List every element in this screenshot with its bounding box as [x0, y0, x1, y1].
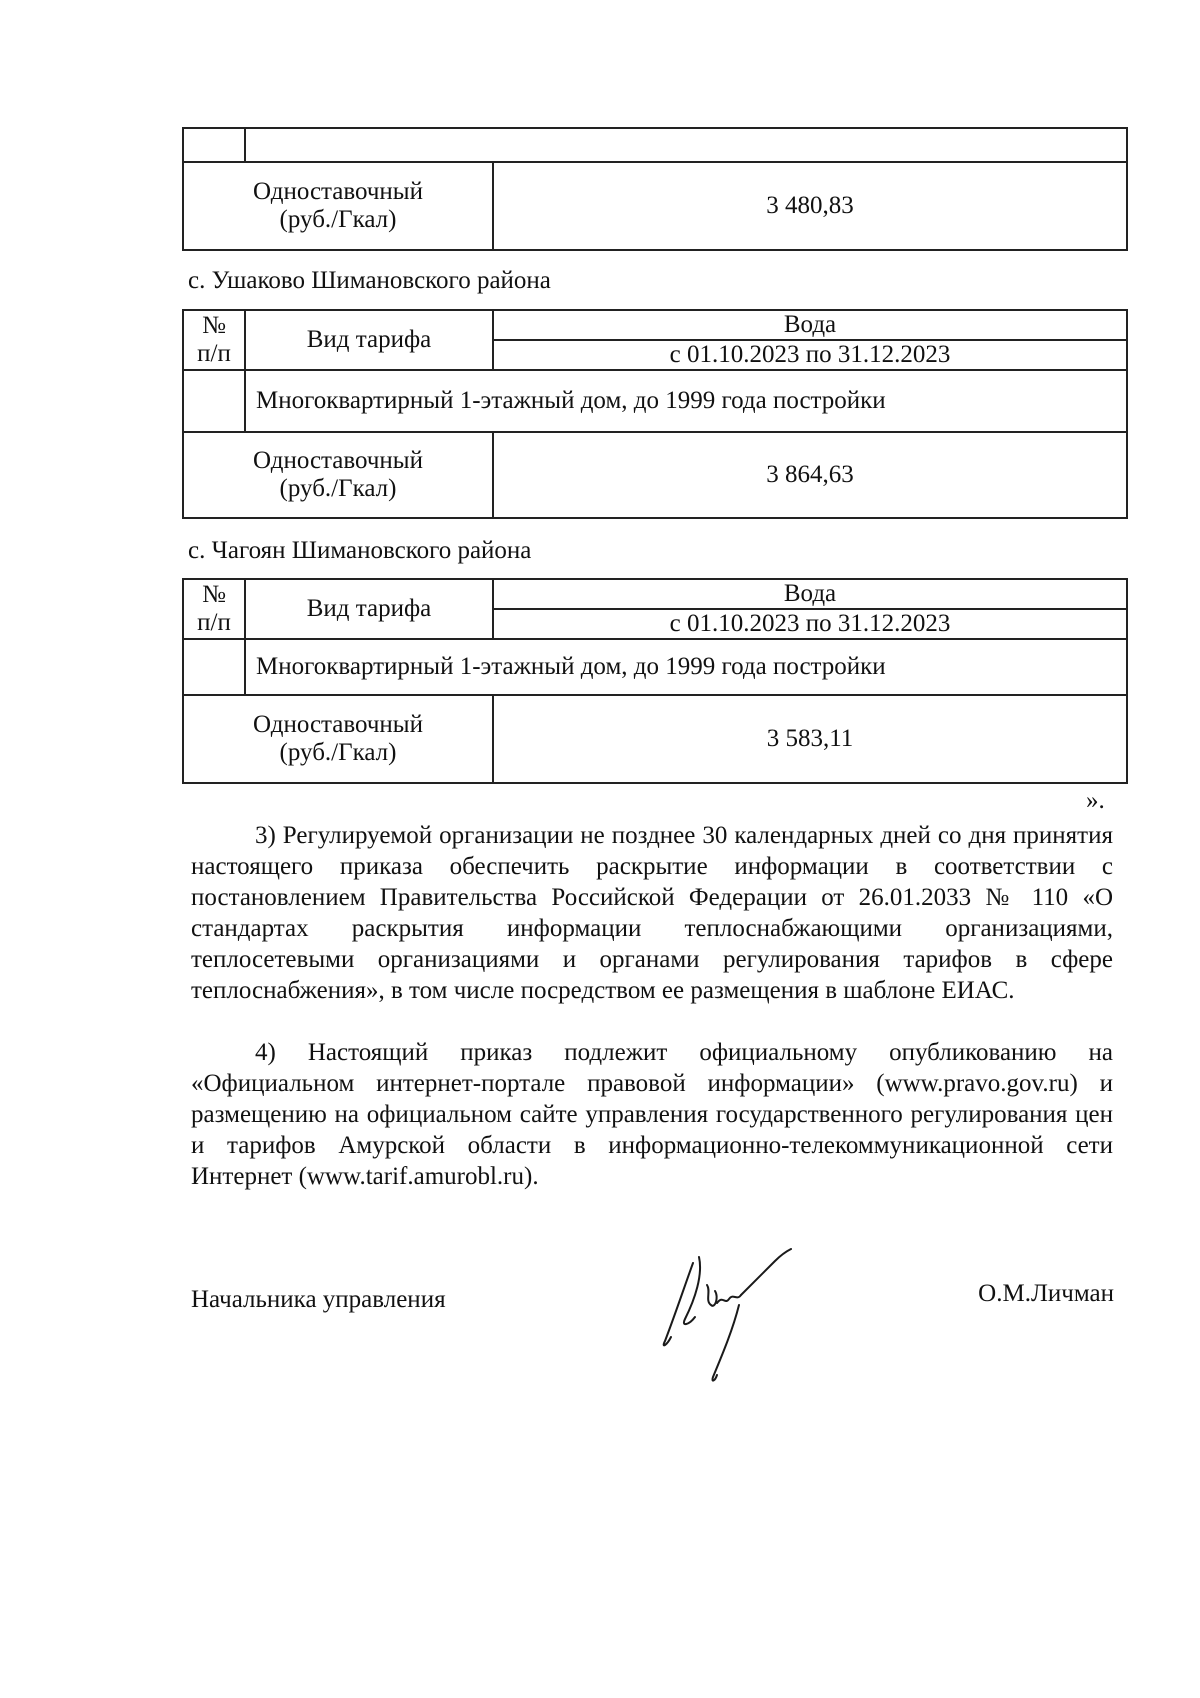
table1-empty-number-cell — [183, 128, 245, 162]
signatory-position: Начальника управления — [191, 1286, 446, 1313]
section2-caption: с. Ушаково Шимановского района — [188, 267, 551, 294]
handwritten-signature — [655, 1245, 825, 1395]
closing-quote: ». — [1086, 787, 1105, 814]
signatory-name: О.М.Личман — [978, 1280, 1114, 1307]
table2-header-number-line2: п/п — [197, 340, 231, 367]
paragraph-4 — [191, 1037, 1113, 1192]
table3-tariff-label-line2: (руб./Гкал) — [279, 739, 397, 766]
paragraph-3 — [191, 820, 1113, 1006]
table1-tariff-value: 3 480,83 — [493, 162, 1127, 250]
table2-tariff-label-line1: Одноставочный — [253, 447, 423, 474]
table1-tariff-label-line2: (руб./Гкал) — [279, 206, 397, 233]
table2-empty-number-cell — [183, 370, 245, 432]
table1-empty-category-cell — [245, 128, 1127, 162]
table3-header-number — [183, 579, 245, 639]
table2-tariff-value: 3 864,63 — [493, 432, 1127, 518]
table2-header-number-line1: № — [202, 312, 226, 339]
paragraph-4-text: 4) Настоящий приказ подлежит официальному опубликованию на «Официальном интернет-портале правовой информации» (www.pravo.gov.ru) и размещению на официальном сайте управления государственного регулирования цен и тарифов Амурской области в информационно-телекоммуникационной сети Интернет (www.tarif.amurobl.ru). — [191, 1039, 1113, 1190]
table3-category-row: Многоквартирный 1-этажный дом, до 1999 года постройки — [245, 639, 1127, 695]
section3-caption: с. Чагоян Шимановского района — [188, 537, 532, 564]
tariff-table-2 — [182, 309, 1128, 519]
table1-tariff-label-line1: Одноставочный — [253, 178, 423, 205]
table1-tariff-label-cell — [183, 162, 493, 250]
table3-header-period: с 01.10.2023 по 31.12.2023 — [493, 609, 1127, 639]
table3-tariff-label-cell — [183, 695, 493, 783]
table3-tariff-value: 3 583,11 — [493, 695, 1127, 783]
table2-header-period: с 01.10.2023 по 31.12.2023 — [493, 340, 1127, 370]
table2-header-resource: Вода — [493, 310, 1127, 340]
table2-tariff-label-line2: (руб./Гкал) — [279, 475, 397, 502]
table2-header-number — [183, 310, 245, 370]
tariff-table-3 — [182, 578, 1128, 784]
tariff-table-1 — [182, 127, 1128, 251]
table3-tariff-label-line1: Одноставочный — [253, 711, 423, 738]
table3-header-resource: Вода — [493, 579, 1127, 609]
table3-header-number-line2: п/п — [197, 609, 231, 636]
table2-tariff-label-cell — [183, 432, 493, 518]
table2-header-type: Вид тарифа — [245, 310, 493, 370]
table3-empty-number-cell — [183, 639, 245, 695]
table3-header-type: Вид тарифа — [245, 579, 493, 639]
table2-category-row: Многоквартирный 1-этажный дом, до 1999 года постройки — [245, 370, 1127, 432]
paragraph-3-text: 3) Регулируемой организации не позднее 30 календарных дней со дня принятия настоящего приказа обеспечить раскрытие информации в соответствии с постановлением Правительства Российской Федерации от 26.01.2033 № 110 «О стандартах раскрытия информации теплоснабжающими организациями, теплосетевыми организациями и органами регулирования тарифов в сфере теплоснабжения», в том числе посредством ее размещения в шаблоне ЕИАС. — [191, 822, 1113, 1004]
table3-header-number-line1: № — [202, 581, 226, 608]
